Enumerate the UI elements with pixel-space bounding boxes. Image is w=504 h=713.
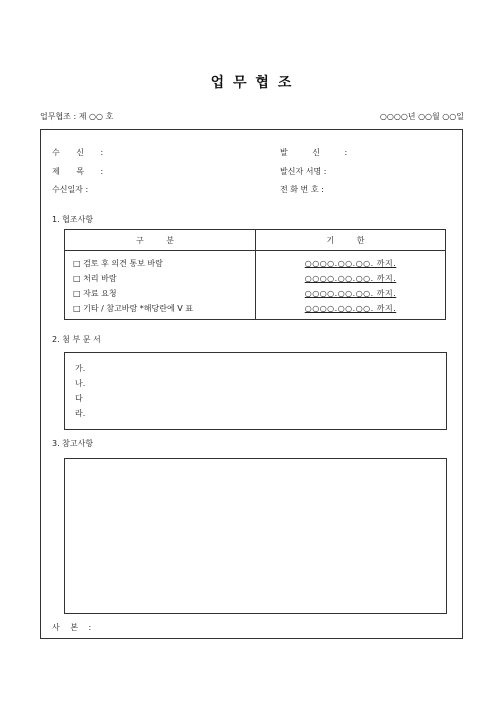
document-date: ○○○○년 ○○월 ○○일 (379, 112, 464, 121)
checkbox-item-data-request[interactable]: □ 자료 요청 (73, 289, 117, 298)
document-reference-number: 업무협조 : 제 ○○ 호 (40, 112, 114, 121)
cooperation-table (64, 229, 446, 320)
section1-title: 1. 협조사항 (52, 215, 94, 224)
deadline-item: ○○○○.○○.○○. 까지. (304, 259, 397, 268)
attachments-box (64, 352, 447, 430)
deadline-item: ○○○○.○○.○○. 까지. (304, 274, 397, 283)
attachment-item: 라. (75, 409, 86, 418)
notes-box[interactable] (64, 458, 447, 614)
receive-date-label: 수신일자 : (52, 185, 89, 194)
copy-label: 사 본 : (52, 623, 92, 632)
checkbox-item-review[interactable]: □ 검토 후 의견 통보 바람 (73, 259, 163, 268)
section2-title: 2. 첨 부 문 서 (52, 335, 101, 344)
sender-label: 발 신 : (280, 148, 348, 157)
attachment-item: 나. (75, 379, 86, 388)
deadline-item: ○○○○.○○.○○. 까지. (304, 289, 397, 298)
checkbox-item-process[interactable]: □ 처리 바람 (73, 274, 117, 283)
phone-label: 전 화 번 호 : (280, 185, 324, 194)
deadline-cell (256, 251, 446, 320)
deadline-item: ○○○○.○○.○○. 까지. (304, 304, 397, 313)
category-cell (65, 251, 256, 320)
subject-label: 제 목 : (52, 167, 104, 176)
section3-title: 3. 참고사항 (52, 439, 94, 448)
sender-signature-label: 발신자 서명 : (280, 167, 327, 176)
checkbox-item-other[interactable]: □ 기타 / 참고바람 *해당란에 V 표 (73, 304, 193, 313)
category-header: 구 분 (65, 230, 256, 251)
attachment-item: 가. (75, 364, 86, 373)
recipient-label: 수 신 : (52, 148, 104, 157)
deadline-header: 기 한 (256, 230, 446, 251)
attachment-item: 다 (75, 394, 83, 403)
document-title: 업 무 협 조 (210, 75, 294, 91)
